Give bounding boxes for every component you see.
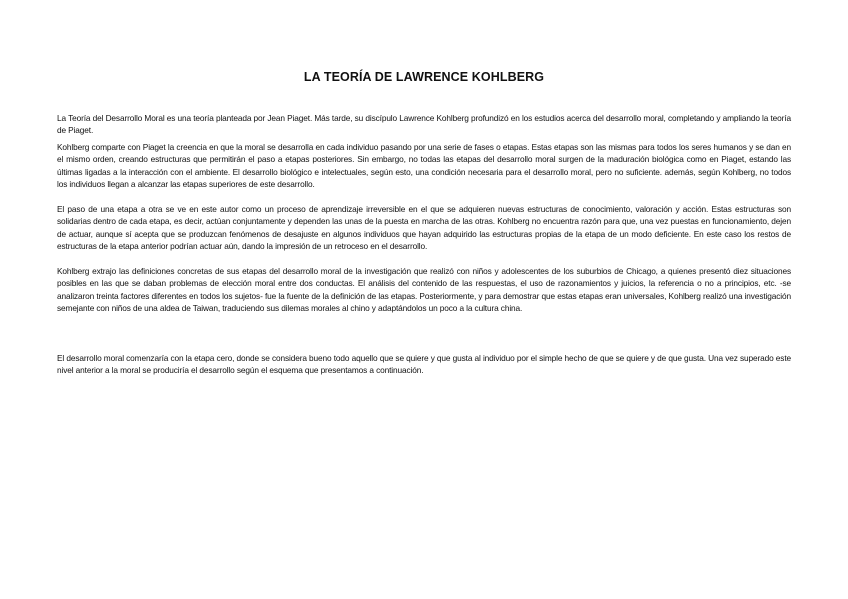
paragraph-stage-zero: El desarrollo moral comenzaría con la etapa cero, donde se considera bueno todo aquello que se quiere y que gusta al individuo por el simple hecho de que se quiere y de que gusta. Una vez superado este nivel anterior a la moral se produciría el desarrollo según el esquema que presentamos a continuación. bbox=[57, 353, 791, 376]
document-title: LA TEORÍA DE LAWRENCE KOHLBERG bbox=[303, 70, 545, 84]
paragraph-research: Kohlberg extrajo las definiciones concretas de sus etapas del desarrollo moral de la investigación que realizó con niños y adolescentes de los suburbios de Chicago, a quienes presentó diez situaciones posibles en las que se daban problemas de elección moral entre dos conductas. El análisis del contenido de las respuestas, el uso de razonamientos y juicios, la referencia o no a principios, etc. -se analizaron treinta factores diferentes en todos los sujetos- fue la fuente de la definición de las etapas. Posteriormente, y para demostrar que estas etapas eran universales, Kohlberg realizó una investigación semejante con niños de una aldea de Taiwan, traduciendo sus dilemas morales al chino y adaptándolos un poco a la cultura china. bbox=[57, 266, 791, 314]
paragraph-stages-piaget: Kohlberg comparte con Piaget la creencia en que la moral se desarrolla en cada individuo pasando por una serie de fases o etapas. Estas etapas son las mismas para todos los seres humanos y se dan en el mismo orden, creando estructuras que permitirán el paso a etapas posteriores. Sin embargo, no todas las etapas del desarrollo moral surgen de la maduración biológica como en Piaget, estando las últimas ligadas a la interacción con el ambiente. El desarrollo biológico e intelectuales, según esto, una condición necesaria para el desarrollo moral, pero no suficiente. además, según Kohlberg, no todos los individuos llegan a alcanzar las etapas superiores de este desarrollo. bbox=[57, 142, 791, 190]
paragraph-learning-process: El paso de una etapa a otra se ve en este autor como un proceso de aprendizaje irreversible en el que se adquieren nuevas estructuras de conocimiento, valoración y acción. Estas estructuras son solidarias dentro de cada etapa, es decir, actúan conjuntamente y dependen las unas de la puesta en marcha de las otras. Kohlberg no encuentra razón para que, una vez puestas en funcionamiento, dejen de actuar, aunque sí acepta que se produzcan fenómenos de desajuste en algunos individuos que hayan adquirido las estructuras propias de la etapa de un modo deficiente. En este caso los restos de estructuras de la etapa anterior podrían actuar aún, dando la impresión de un retroceso en el desarrollo. bbox=[57, 204, 791, 252]
paragraph-intro: La Teoría del Desarrollo Moral es una teoría planteada por Jean Piaget. Más tarde, su discípulo Lawrence Kohlberg profundizó en los estudios acerca del desarrollo moral, completando y ampliando la teoría de Piaget. bbox=[57, 113, 791, 136]
